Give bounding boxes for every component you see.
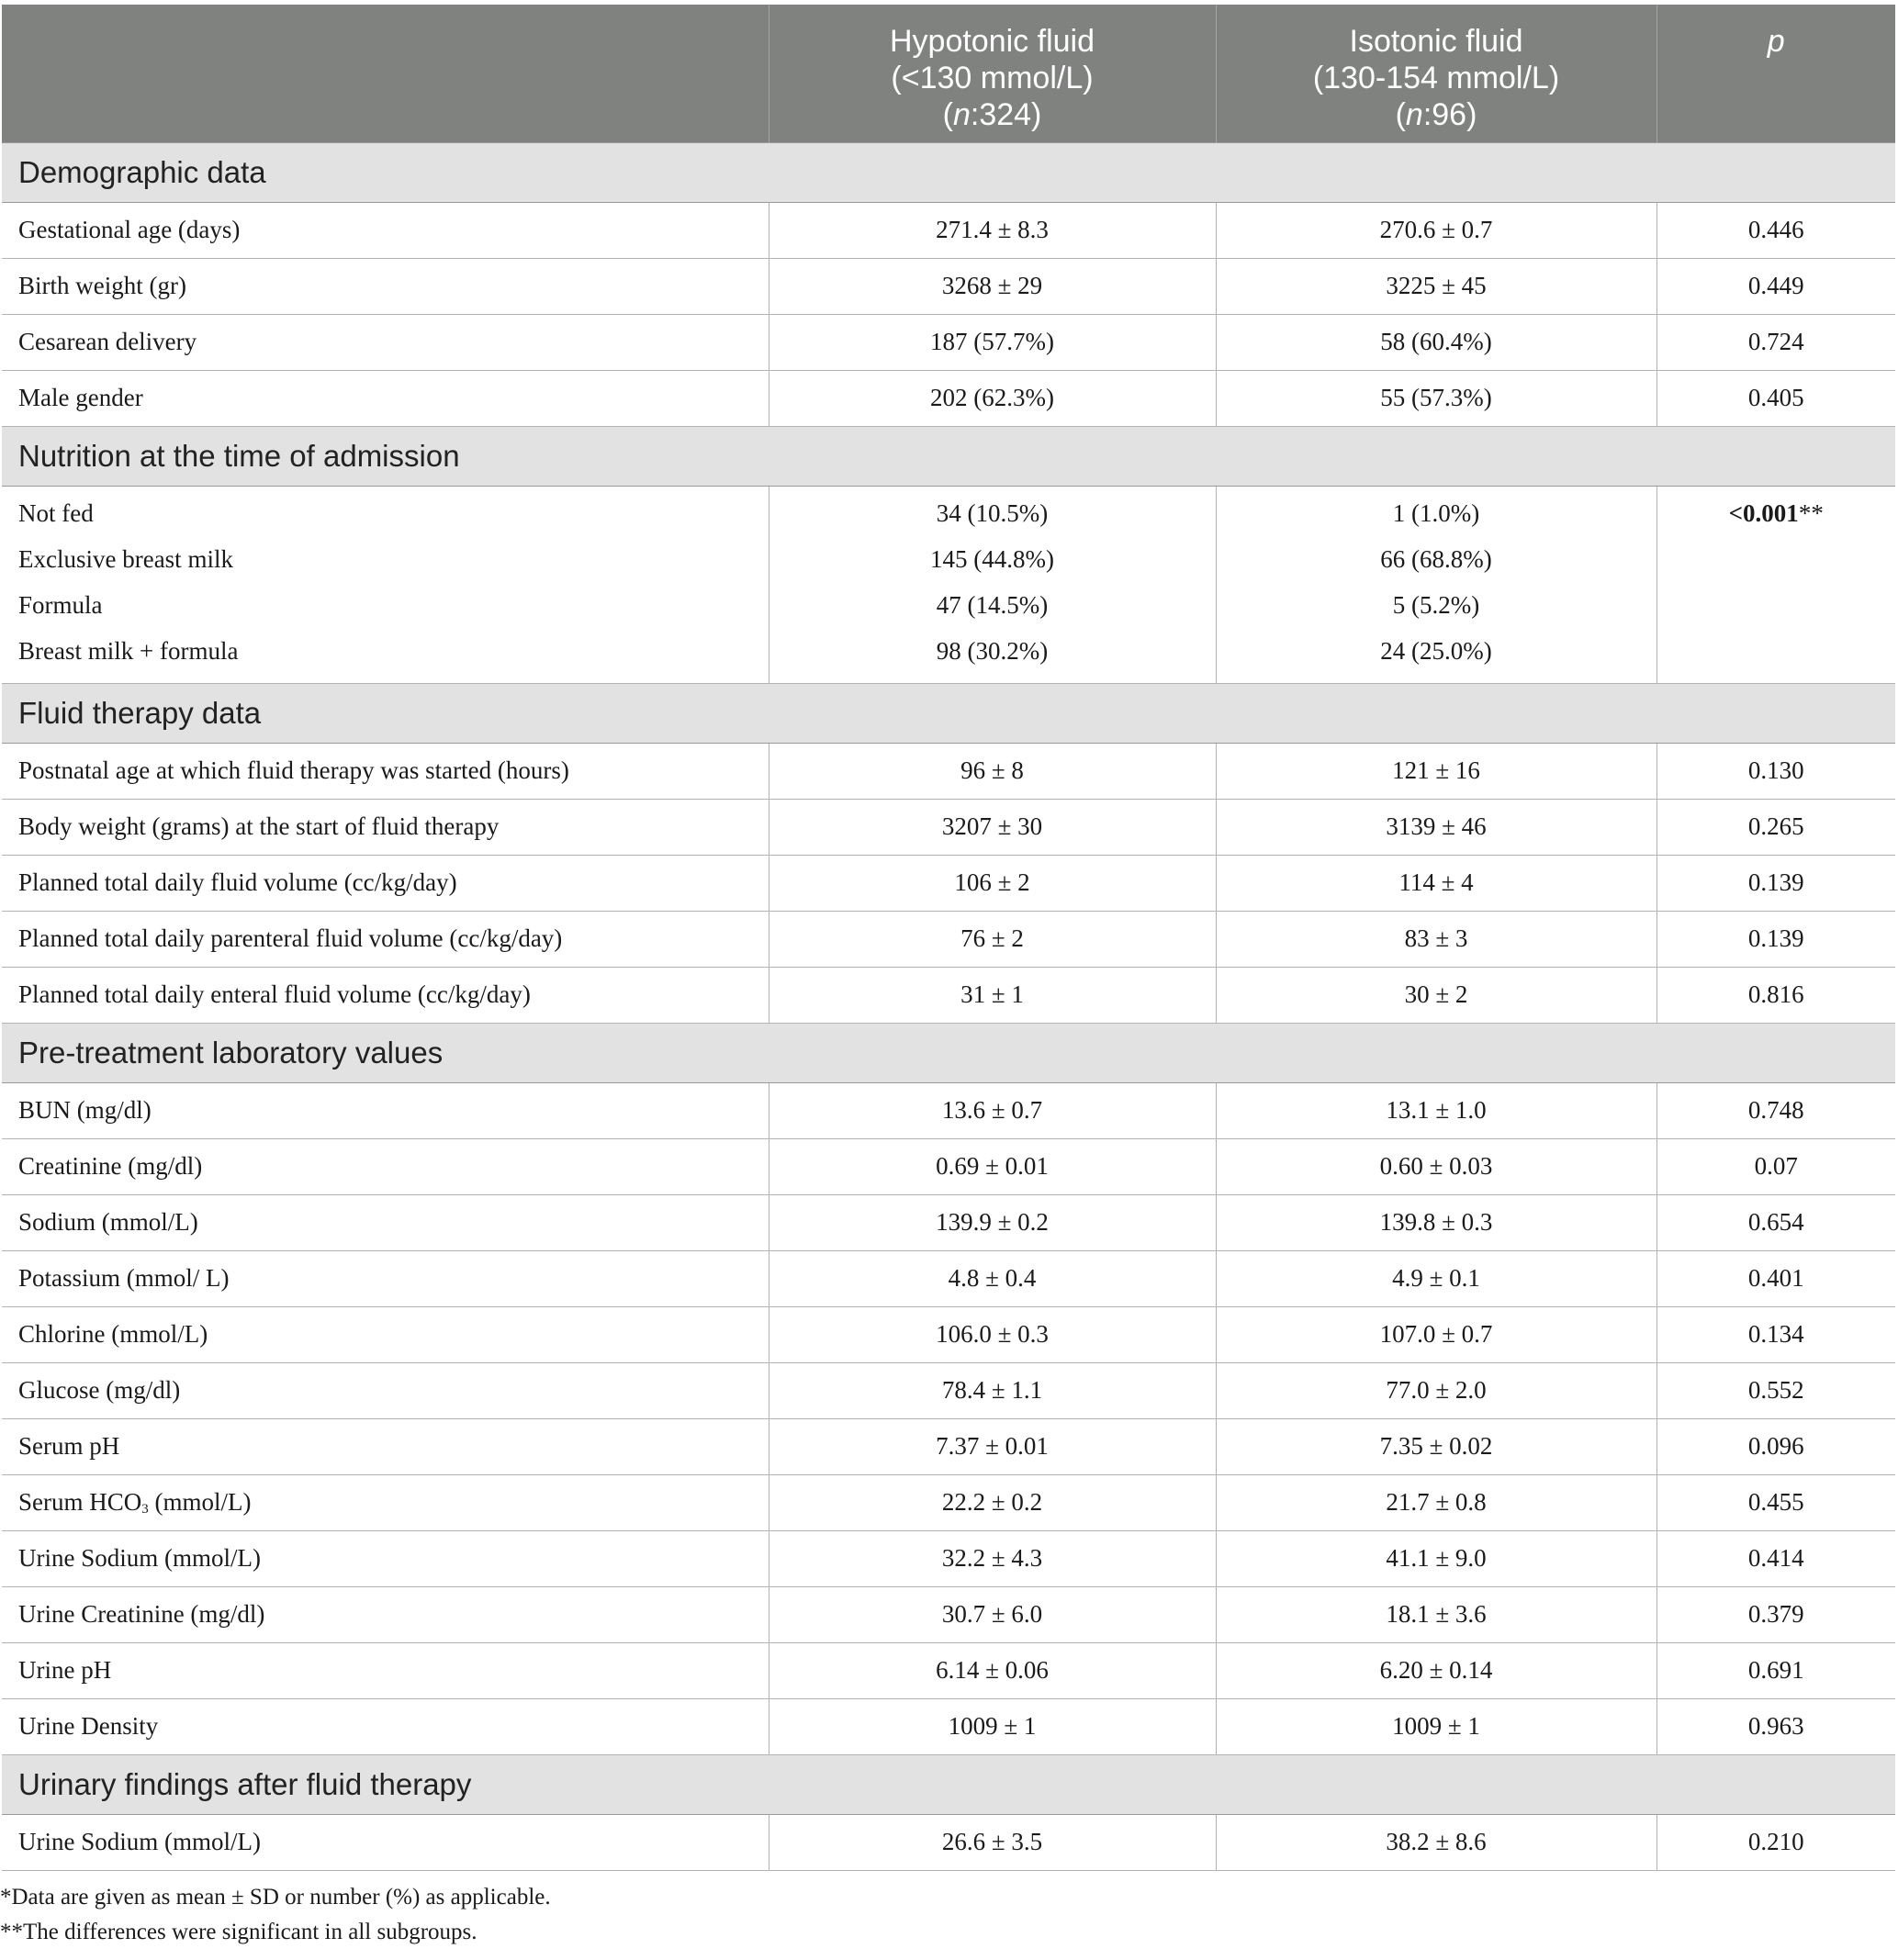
p-value-cell: 0.748 bbox=[1657, 1082, 1895, 1138]
nutrition-label: Not fed bbox=[18, 498, 94, 527]
cell-value: 1 (1.0%) bbox=[1392, 498, 1480, 527]
urinary-body bbox=[2, 1814, 1895, 1870]
row-label: Planned total daily fluid volume (cc/kg/day) bbox=[2, 855, 769, 911]
iso-value-cell: 139.8 ± 0.3 bbox=[1216, 1194, 1657, 1250]
table-row bbox=[2, 1194, 1895, 1250]
table-row bbox=[2, 314, 1895, 370]
table-row bbox=[2, 1698, 1895, 1754]
row-label-part: (mmol/L) bbox=[148, 1487, 252, 1516]
n-label: n bbox=[1405, 97, 1423, 132]
hypo-value-cell: 0.69 ± 0.01 bbox=[769, 1138, 1216, 1194]
row-label: Birth weight (gr) bbox=[2, 258, 769, 314]
p-value-cell: 0.963 bbox=[1657, 1698, 1895, 1754]
p-value-cell: 0.654 bbox=[1657, 1194, 1895, 1250]
table-row bbox=[2, 1418, 1895, 1474]
hypo-value-cell: 4.8 ± 0.4 bbox=[769, 1250, 1216, 1306]
hypo-value-cell: 202 (62.3%) bbox=[769, 370, 1216, 426]
row-label: Body weight (grams) at the start of fluid therapy bbox=[2, 799, 769, 855]
header-isotonic-n: (n:96) bbox=[1395, 97, 1477, 132]
row-label: Planned total daily parenteral fluid volume (cc/kg/day) bbox=[2, 911, 769, 967]
iso-value-cell: 6.20 ± 0.14 bbox=[1216, 1642, 1657, 1698]
p-value-cell: 0.449 bbox=[1657, 258, 1895, 314]
hypo-value-cell: 76 ± 2 bbox=[769, 911, 1216, 967]
header-isotonic bbox=[1216, 5, 1657, 142]
row-label: Planned total daily enteral fluid volume (cc/kg/day) bbox=[2, 967, 769, 1023]
hypo-value-cell: 26.6 ± 3.5 bbox=[769, 1814, 1216, 1870]
hypo-value-cell: 106 ± 2 bbox=[769, 855, 1216, 911]
hypo-value-cell: 30.7 ± 6.0 bbox=[769, 1586, 1216, 1642]
hypo-value-cell: 13.6 ± 0.7 bbox=[769, 1082, 1216, 1138]
header-hypotonic bbox=[769, 5, 1216, 142]
section-demographic: Demographic data bbox=[2, 142, 1895, 202]
table-row bbox=[2, 1362, 1895, 1418]
row-label: Glucose (mg/dl) bbox=[2, 1362, 769, 1418]
nutrition-labels bbox=[2, 486, 769, 683]
hypo-value-cell: 96 ± 8 bbox=[769, 743, 1216, 799]
iso-value-cell: 83 ± 3 bbox=[1216, 911, 1657, 967]
header-hypotonic-n: (n:324) bbox=[942, 97, 1042, 132]
section-fluid: Fluid therapy data bbox=[2, 683, 1895, 743]
section-nutrition: Nutrition at the time of admission bbox=[2, 426, 1895, 486]
p-value-cell: 0.379 bbox=[1657, 1586, 1895, 1642]
p-value-cell: 0.552 bbox=[1657, 1362, 1895, 1418]
iso-value-cell: 107.0 ± 0.7 bbox=[1216, 1306, 1657, 1362]
table-row bbox=[2, 370, 1895, 426]
p-value-cell: 0.07 bbox=[1657, 1138, 1895, 1194]
iso-value-cell: 121 ± 16 bbox=[1216, 743, 1657, 799]
cell-value: 98 (30.2%) bbox=[936, 636, 1049, 665]
table-row bbox=[2, 1306, 1895, 1362]
cell-value: 24 (25.0%) bbox=[1380, 636, 1492, 665]
p-value-cell: 0.405 bbox=[1657, 370, 1895, 426]
p-value-cell: 0.414 bbox=[1657, 1530, 1895, 1586]
row-label-part: Serum HCO bbox=[18, 1487, 142, 1516]
p-label: p bbox=[1767, 24, 1785, 59]
hypo-value-cell: 139.9 ± 0.2 bbox=[769, 1194, 1216, 1250]
hypo-value-cell: 22.2 ± 0.2 bbox=[769, 1474, 1216, 1530]
iso-value-cell: 21.7 ± 0.8 bbox=[1216, 1474, 1657, 1530]
header-hypotonic-line2: (<130 mmol/L) bbox=[891, 61, 1094, 95]
table-row bbox=[2, 743, 1895, 799]
table-row bbox=[2, 855, 1895, 911]
row-label: Male gender bbox=[2, 370, 769, 426]
p-value-cell: 0.096 bbox=[1657, 1418, 1895, 1474]
row-label: Cesarean delivery bbox=[2, 314, 769, 370]
header-isotonic-line1: Isotonic fluid bbox=[1349, 24, 1523, 59]
fluid-body bbox=[2, 743, 1895, 1023]
nutrition-hypo bbox=[769, 486, 1216, 683]
hypo-value-cell: 3268 ± 29 bbox=[769, 258, 1216, 314]
header-row bbox=[2, 5, 1895, 142]
hypo-value-cell: 106.0 ± 0.3 bbox=[769, 1306, 1216, 1362]
demographic-body bbox=[2, 202, 1895, 426]
footnotes bbox=[0, 1880, 1898, 1950]
row-label: Urine Sodium (mmol/L) bbox=[2, 1530, 769, 1586]
p-bold: <0.001 bbox=[1728, 498, 1799, 527]
table-row bbox=[2, 1642, 1895, 1698]
iso-value-cell: 58 (60.4%) bbox=[1216, 314, 1657, 370]
row-label: BUN (mg/dl) bbox=[2, 1082, 769, 1138]
row-label bbox=[2, 1474, 769, 1530]
nutrition-label: Exclusive breast milk bbox=[18, 544, 233, 573]
p-value-cell: 0.455 bbox=[1657, 1474, 1895, 1530]
hypo-value-cell: 1009 ± 1 bbox=[769, 1698, 1216, 1754]
section-row bbox=[2, 426, 1895, 486]
p-value-cell: 0.401 bbox=[1657, 1250, 1895, 1306]
section-row bbox=[2, 683, 1895, 743]
p-value-cell: 0.134 bbox=[1657, 1306, 1895, 1362]
row-label: Urine Density bbox=[2, 1698, 769, 1754]
iso-value-cell: 114 ± 4 bbox=[1216, 855, 1657, 911]
iso-value-cell: 38.2 ± 8.6 bbox=[1216, 1814, 1657, 1870]
row-label: Serum pH bbox=[2, 1418, 769, 1474]
hypo-value-cell: 271.4 ± 8.3 bbox=[769, 202, 1216, 258]
table-row bbox=[2, 1474, 1895, 1530]
iso-value-cell: 7.35 ± 0.02 bbox=[1216, 1418, 1657, 1474]
row-label-part: 3 bbox=[141, 1501, 149, 1517]
nutrition-iso bbox=[1216, 486, 1657, 683]
n-value: :324) bbox=[970, 97, 1042, 132]
table-row bbox=[2, 1814, 1895, 1870]
section-lab: Pre-treatment laboratory values bbox=[2, 1023, 1895, 1082]
header-hypotonic-line1: Hypotonic fluid bbox=[889, 24, 1095, 59]
iso-value-cell: 30 ± 2 bbox=[1216, 967, 1657, 1023]
lab-body bbox=[2, 1082, 1895, 1754]
iso-value-cell: 41.1 ± 9.0 bbox=[1216, 1530, 1657, 1586]
row-label: Chlorine (mmol/L) bbox=[2, 1306, 769, 1362]
p-value-cell: 0.130 bbox=[1657, 743, 1895, 799]
footnote: *Data are given as mean ± SD or number (%) as applicable. bbox=[0, 1885, 551, 1910]
cell-value: 66 (68.8%) bbox=[1380, 544, 1492, 573]
p-value-cell: 0.139 bbox=[1657, 855, 1895, 911]
table-row bbox=[2, 258, 1895, 314]
cell-value: 145 (44.8%) bbox=[930, 544, 1054, 573]
hypo-value-cell: 7.37 ± 0.01 bbox=[769, 1418, 1216, 1474]
row-label: Postnatal age at which fluid therapy was started (hours) bbox=[2, 743, 769, 799]
row-label: Sodium (mmol/L) bbox=[2, 1194, 769, 1250]
section-urinary: Urinary findings after fluid therapy bbox=[2, 1754, 1895, 1814]
hypo-value-cell: 3207 ± 30 bbox=[769, 799, 1216, 855]
table-row bbox=[2, 1250, 1895, 1306]
nutrition-p bbox=[1657, 486, 1895, 683]
iso-value-cell: 55 (57.3%) bbox=[1216, 370, 1657, 426]
nutrition-p-value bbox=[1657, 499, 1896, 545]
cell-value: 34 (10.5%) bbox=[936, 498, 1049, 527]
iso-value-cell: 1009 ± 1 bbox=[1216, 1698, 1657, 1754]
iso-value-cell: 77.0 ± 2.0 bbox=[1216, 1362, 1657, 1418]
p-value-cell: 0.139 bbox=[1657, 911, 1895, 967]
p-value-cell: 0.816 bbox=[1657, 967, 1895, 1023]
table-container bbox=[2, 5, 1895, 1871]
hypo-value-cell: 6.14 ± 0.06 bbox=[769, 1642, 1216, 1698]
data-table bbox=[2, 5, 1895, 1871]
table-row bbox=[2, 1082, 1895, 1138]
p-value-cell: 0.724 bbox=[1657, 314, 1895, 370]
hypo-value-cell: 78.4 ± 1.1 bbox=[769, 1362, 1216, 1418]
cell-value: 5 (5.2%) bbox=[1392, 590, 1480, 619]
table-row bbox=[2, 1138, 1895, 1194]
iso-value-cell: 3225 ± 45 bbox=[1216, 258, 1657, 314]
cell-value: 47 (14.5%) bbox=[936, 590, 1049, 619]
p-value-cell: 0.691 bbox=[1657, 1642, 1895, 1698]
section-row bbox=[2, 142, 1895, 202]
hypo-value-cell: 32.2 ± 4.3 bbox=[769, 1530, 1216, 1586]
table-row bbox=[2, 1586, 1895, 1642]
iso-value-cell: 18.1 ± 3.6 bbox=[1216, 1586, 1657, 1642]
row-label: Urine Creatinine (mg/dl) bbox=[2, 1586, 769, 1642]
p-suffix: ** bbox=[1798, 498, 1824, 527]
row-label: Urine Sodium (mmol/L) bbox=[2, 1814, 769, 1870]
row-label: Creatinine (mg/dl) bbox=[2, 1138, 769, 1194]
header-isotonic-line2: (130-154 mmol/L) bbox=[1312, 61, 1560, 95]
table-row bbox=[2, 202, 1895, 258]
iso-value-cell: 3139 ± 46 bbox=[1216, 799, 1657, 855]
section-row bbox=[2, 1023, 1895, 1082]
section-row bbox=[2, 1754, 1895, 1814]
footnote: **The differences were significant in all subgroups. bbox=[0, 1920, 477, 1944]
row-label: Urine pH bbox=[2, 1642, 769, 1698]
row-label: Potassium (mmol/ L) bbox=[2, 1250, 769, 1306]
iso-value-cell: 0.60 ± 0.03 bbox=[1216, 1138, 1657, 1194]
table-row bbox=[2, 1530, 1895, 1586]
p-value-cell: 0.210 bbox=[1657, 1814, 1895, 1870]
nutrition-label: Formula bbox=[18, 590, 103, 619]
iso-value-cell: 13.1 ± 1.0 bbox=[1216, 1082, 1657, 1138]
header-p bbox=[1657, 5, 1895, 142]
table-row bbox=[2, 799, 1895, 855]
n-value: :96) bbox=[1422, 97, 1477, 132]
table-row bbox=[2, 967, 1895, 1023]
p-value-cell: 0.446 bbox=[1657, 202, 1895, 258]
table-row bbox=[2, 486, 1895, 683]
iso-value-cell: 4.9 ± 0.1 bbox=[1216, 1250, 1657, 1306]
table-row bbox=[2, 911, 1895, 967]
iso-value-cell: 270.6 ± 0.7 bbox=[1216, 202, 1657, 258]
hypo-value-cell: 187 (57.7%) bbox=[769, 314, 1216, 370]
nutrition-label: Breast milk + formula bbox=[18, 636, 239, 665]
row-label: Gestational age (days) bbox=[2, 202, 769, 258]
n-label: n bbox=[952, 97, 971, 132]
p-value-cell: 0.265 bbox=[1657, 799, 1895, 855]
header-empty bbox=[2, 5, 769, 142]
hypo-value-cell: 31 ± 1 bbox=[769, 967, 1216, 1023]
